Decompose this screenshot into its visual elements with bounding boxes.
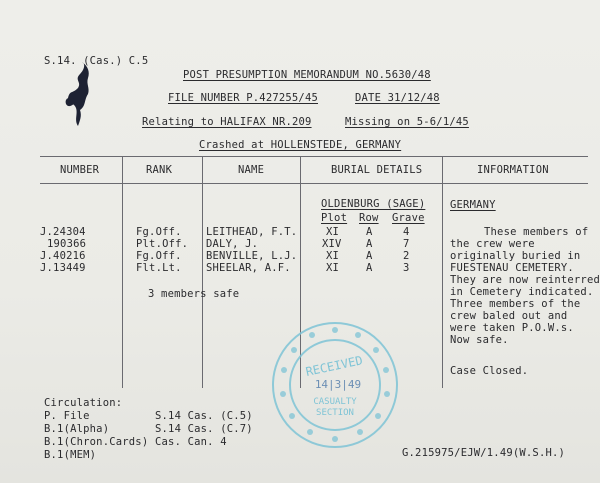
burial-cemetery: OLDENBURG (SAGE): [321, 198, 426, 210]
file-number: FILE NUMBER P.427255/45: [168, 92, 318, 104]
row3-grave: 2: [403, 250, 410, 262]
table-divider-rank: [202, 156, 203, 388]
info-line: the crew were: [450, 238, 535, 250]
aircraft-relating: Relating to HALIFAX NR.209: [142, 116, 312, 128]
stamp-received-text: RECEIVED: [304, 353, 364, 379]
table-divider-number: [122, 156, 123, 388]
row2-plot: XIV: [322, 238, 342, 250]
info-line: FUESTENAU CEMETERY.: [450, 262, 574, 274]
missing-date: Missing on 5-6/1/45: [345, 116, 469, 128]
circulation-heading: Circulation:: [44, 397, 123, 409]
memo-title: POST PRESUMPTION MEMORANDUM NO.5630/48: [183, 69, 431, 81]
info-line: crew baled out and: [450, 310, 568, 322]
row3-number: J.40216: [40, 250, 86, 262]
row1-number: J.24304: [40, 226, 86, 238]
row2-number: 190366: [47, 238, 87, 250]
row3-rank: Fg.Off.: [136, 250, 182, 262]
row2-row: A: [366, 238, 373, 250]
circulation-item: P. File: [44, 410, 90, 422]
row1-grave: 4: [403, 226, 410, 238]
info-line: These members of: [484, 226, 589, 238]
row1-rank: Fg.Off.: [136, 226, 182, 238]
row4-row: A: [366, 262, 373, 274]
header-burial-details: BURIAL DETAILS: [331, 164, 423, 176]
row2-grave: 7: [403, 238, 410, 250]
burial-col-plot: Plot: [321, 212, 348, 224]
circulation-item: B.1(Chron.Cards): [44, 436, 149, 448]
ink-blot-mark: [60, 60, 100, 130]
info-line: Now safe.: [450, 334, 509, 346]
header-rank: RANK: [146, 164, 173, 176]
info-line: originally buried in: [450, 250, 581, 262]
case-closed: Case Closed.: [450, 365, 529, 377]
info-line: in Cemetery indicated.: [450, 286, 594, 298]
circulation-copy: Cas. Can. 4: [155, 436, 227, 448]
info-line: Three members of the: [450, 298, 581, 310]
header-name: NAME: [238, 164, 265, 176]
table-divider-burial: [442, 156, 443, 388]
info-heading: GERMANY: [450, 199, 496, 211]
circulation-copy: S.14 Cas. (C.5): [155, 410, 253, 422]
received-stamp: [268, 318, 402, 452]
circulation-item: B.1(MEM): [44, 449, 97, 461]
row4-rank: Flt.Lt.: [136, 262, 182, 274]
crash-location: Crashed at HOLLENSTEDE, GERMANY: [199, 139, 402, 151]
row2-rank: Plt.Off.: [136, 238, 189, 250]
burial-col-row: Row: [359, 212, 379, 224]
row1-plot: XI: [326, 226, 340, 238]
row4-grave: 3: [403, 262, 410, 274]
stamp-dept-line1: CASUALTY: [313, 397, 357, 407]
row1-name: LEITHEAD, F.T.: [206, 226, 298, 238]
stamp-date: 14|3|49: [314, 378, 362, 391]
circulation-copy: S.14 Cas. (C.7): [155, 423, 253, 435]
memo-date: DATE 31/12/48: [355, 92, 440, 104]
row1-row: A: [366, 226, 373, 238]
row3-name: BENVILLE, L.J.: [206, 250, 298, 262]
safe-members-note: 3 members safe: [148, 288, 240, 300]
stamp-dept-line2: SECTION: [316, 408, 354, 418]
row2-name: DALY, J.: [206, 238, 259, 250]
info-line: They are now reinterred: [450, 274, 600, 286]
row4-name: SHEELAR, A.F.: [206, 262, 291, 274]
burial-col-grave: Grave: [392, 212, 425, 224]
row3-plot: XI: [326, 250, 340, 262]
footer-reference: G.215975/EJW/1.49(W.S.H.): [402, 447, 566, 459]
memo-reference: S.14. (Cas.) C.5: [44, 55, 149, 67]
info-line: were taken P.O.W.s.: [450, 322, 574, 334]
circulation-item: B.1(Alpha): [44, 423, 110, 435]
row3-row: A: [366, 250, 373, 262]
row4-number: J.13449: [40, 262, 86, 274]
row4-plot: XI: [326, 262, 340, 274]
header-number: NUMBER: [60, 164, 100, 176]
header-information: INFORMATION: [477, 164, 549, 176]
